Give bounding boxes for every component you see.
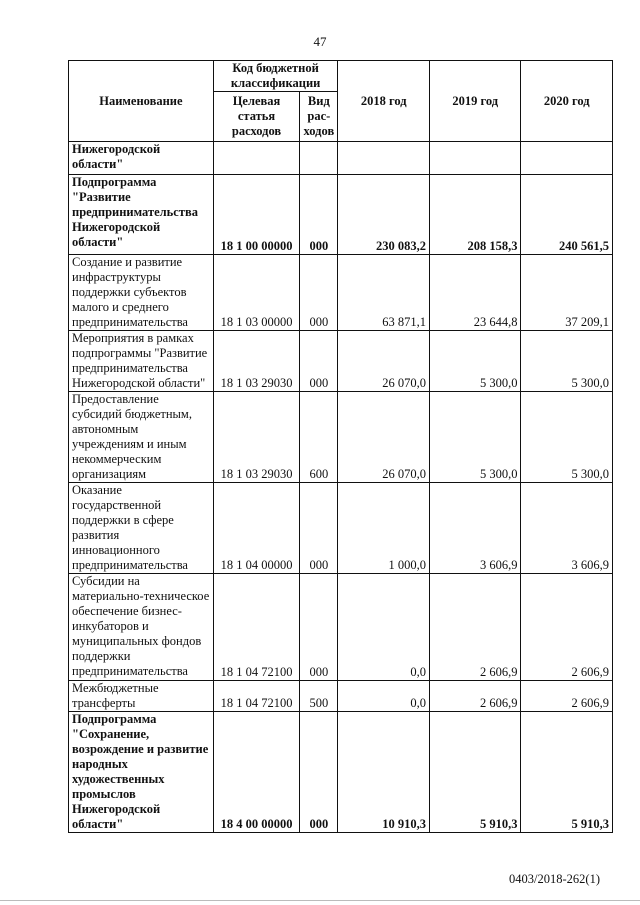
table-row bbox=[69, 255, 613, 331]
row-target-article: 18 1 03 00000 bbox=[213, 255, 299, 331]
row-target-article: 18 4 00 00000 bbox=[213, 712, 299, 833]
row-amount-2019: 5 300,0 bbox=[429, 392, 521, 483]
row-name: Создание и развитие инфраструктуры поддержки субъектов малого и среднего предпринимательства bbox=[69, 255, 214, 331]
row-amount-2019: 23 644,8 bbox=[429, 255, 521, 331]
table-row bbox=[69, 483, 613, 574]
row-target-article bbox=[213, 142, 299, 175]
row-name: Нижегородской области" bbox=[69, 142, 214, 175]
header-2018: 2018 год bbox=[338, 61, 430, 142]
row-expense-type: 500 bbox=[300, 681, 338, 712]
row-target-article: 18 1 04 00000 bbox=[213, 483, 299, 574]
header-expense-type: Вид рас-ходов bbox=[300, 92, 338, 142]
row-name: Предоставление субсидий бюджетным, автономным учреждениям и иным некоммерческим организациям bbox=[69, 392, 214, 483]
header-2019: 2019 год bbox=[429, 61, 521, 142]
row-amount-2019: 2 606,9 bbox=[429, 574, 521, 681]
budget-table bbox=[68, 60, 613, 833]
table-body bbox=[69, 142, 613, 833]
row-amount-2020: 240 561,5 bbox=[521, 175, 613, 255]
row-expense-type: 000 bbox=[300, 175, 338, 255]
row-target-article: 18 1 00 00000 bbox=[213, 175, 299, 255]
row-expense-type: 600 bbox=[300, 392, 338, 483]
row-expense-type: 000 bbox=[300, 331, 338, 392]
row-name: Мероприятия в рамках подпрограммы "Развитие предпринимательства Нижегородской области" bbox=[69, 331, 214, 392]
row-amount-2020: 5 910,3 bbox=[521, 712, 613, 833]
row-amount-2019: 2 606,9 bbox=[429, 681, 521, 712]
document-code: 0403/2018-262(1) bbox=[509, 872, 600, 886]
row-amount-2020: 5 300,0 bbox=[521, 331, 613, 392]
row-target-article: 18 1 03 29030 bbox=[213, 392, 299, 483]
row-target-article: 18 1 04 72100 bbox=[213, 574, 299, 681]
row-amount-2019: 3 606,9 bbox=[429, 483, 521, 574]
row-name: Подпрограмма "Развитие предпринимательства Нижегородской области" bbox=[69, 175, 214, 255]
row-amount-2018: 0,0 bbox=[338, 681, 430, 712]
header-2020: 2020 год bbox=[521, 61, 613, 142]
table-row bbox=[69, 392, 613, 483]
row-name: Подпрограмма "Сохранение, возрождение и развитие народных художественных промыслов Нижегородской области" bbox=[69, 712, 214, 833]
row-name: Межбюджетные трансферты bbox=[69, 681, 214, 712]
row-amount-2018: 10 910,3 bbox=[338, 712, 430, 833]
table-row bbox=[69, 574, 613, 681]
header-name: Наименование bbox=[69, 61, 214, 142]
row-expense-type: 000 bbox=[300, 712, 338, 833]
row-amount-2019: 5 910,3 bbox=[429, 712, 521, 833]
row-target-article: 18 1 04 72100 bbox=[213, 681, 299, 712]
row-name: Субсидии на материально-техническое обеспечение бизнес-инкубаторов и муниципальных фондов поддержки предпринимательства bbox=[69, 574, 214, 681]
header-code-group: Код бюджетной классификации bbox=[213, 61, 338, 92]
row-amount-2020: 2 606,9 bbox=[521, 681, 613, 712]
row-amount-2018: 63 871,1 bbox=[338, 255, 430, 331]
row-expense-type: 000 bbox=[300, 483, 338, 574]
table-row bbox=[69, 175, 613, 255]
row-expense-type: 000 bbox=[300, 574, 338, 681]
table-row bbox=[69, 712, 613, 833]
row-amount-2018: 26 070,0 bbox=[338, 392, 430, 483]
row-amount-2020: 5 300,0 bbox=[521, 392, 613, 483]
row-name: Оказание государственной поддержки в сфере развития инновационного предпринимательства bbox=[69, 483, 214, 574]
row-amount-2018: 230 083,2 bbox=[338, 175, 430, 255]
row-amount-2020: 37 209,1 bbox=[521, 255, 613, 331]
row-amount-2018: 26 070,0 bbox=[338, 331, 430, 392]
table-row bbox=[69, 681, 613, 712]
row-amount-2018: 1 000,0 bbox=[338, 483, 430, 574]
row-amount-2020 bbox=[521, 142, 613, 175]
row-amount-2020: 3 606,9 bbox=[521, 483, 613, 574]
row-amount-2020: 2 606,9 bbox=[521, 574, 613, 681]
table-row bbox=[69, 331, 613, 392]
row-target-article: 18 1 03 29030 bbox=[213, 331, 299, 392]
row-amount-2019 bbox=[429, 142, 521, 175]
header-target-article: Целевая статья расходов bbox=[213, 92, 299, 142]
row-amount-2018 bbox=[338, 142, 430, 175]
page-bottom-edge bbox=[0, 900, 640, 901]
row-expense-type: 000 bbox=[300, 255, 338, 331]
row-expense-type bbox=[300, 142, 338, 175]
table-row bbox=[69, 142, 613, 175]
page-number: 47 bbox=[313, 34, 327, 49]
row-amount-2018: 0,0 bbox=[338, 574, 430, 681]
row-amount-2019: 5 300,0 bbox=[429, 331, 521, 392]
row-amount-2019: 208 158,3 bbox=[429, 175, 521, 255]
